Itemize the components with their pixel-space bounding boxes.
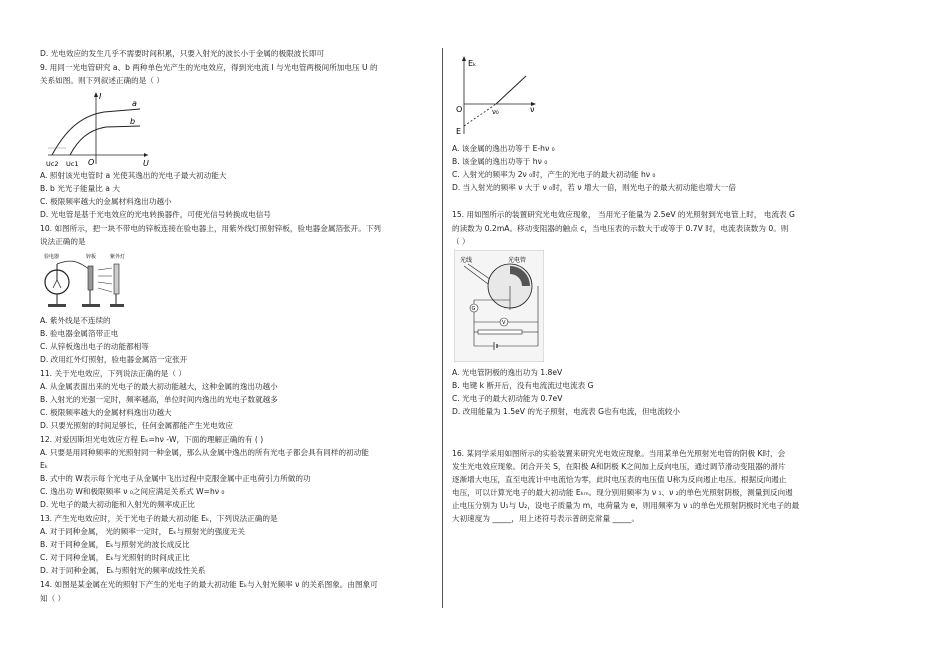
q14-stem-1: 14. 如图是某金属在光的照射下产生的光电子的最大初动能 Eₖ与入射光频率 ν 的关系图象。由图象可 bbox=[40, 580, 378, 589]
q12-stem: 12. 对爱因斯坦光电效应方程 Eₖ=hν -W，下面的理解正确的有 ( ) bbox=[40, 435, 264, 444]
q8-option-d: D. 光电效应的发生几乎不需要时间积累，只要入射光的波长小于金属的极限波长即可 bbox=[40, 49, 325, 58]
axis-u-label: U bbox=[143, 159, 149, 168]
q16-stem-1: 16. 某同学采用如图所示的实验装置来研究光电效应现象。当用某单色光照射光电管的阴极 K时，会 bbox=[452, 449, 786, 458]
q12-option-d: D. 光电子的最大初动能和入射光的频率成正比 bbox=[40, 500, 195, 509]
q13-option-d: D. 对于同种金属， Eₖ与照射光的频率成线性关系 bbox=[40, 566, 206, 575]
curve-b-label: b bbox=[130, 117, 136, 126]
electroscope-label: 验电器 bbox=[44, 254, 60, 260]
q14-option-a: A. 该金属的逸出功等于 E-hν ₀ bbox=[452, 144, 555, 153]
q9-stem-1: 9. 用同一光电管研究 a、b 两种单色光产生的光电效应，得到光电流 I 与光电管两极间所加电压 U 的 bbox=[40, 63, 378, 72]
q16-stem-2: 发生光电效应现象。闭合开关 S，在阳极 A和阴极 K之间加上反向电压，通过调节滑动变阻器的滑片 bbox=[452, 462, 786, 471]
q9-option-c: C. 极限频率越大的金属材料逸出功越小 bbox=[40, 197, 172, 206]
uc2-label: Uc2 bbox=[46, 160, 59, 168]
q15-option-b: B. 电键 k 断开后，没有电流流过电流表 G bbox=[452, 381, 594, 390]
tube-label: 光电管 bbox=[508, 257, 527, 264]
q13-stem: 13. 产生光电效应时，关于光电子的最大初动能 Eₖ，下列说法正确的是 bbox=[40, 514, 278, 523]
ek-axis-label: Eₖ bbox=[468, 59, 477, 68]
q12-option-a-cont: Eₖ bbox=[40, 461, 49, 470]
q14-stem-2: 知（ ） bbox=[40, 594, 66, 603]
q10-stem-1: 10. 如图所示，把一块不带电的锌板连接在验电器上，用紫外线灯照射锌板，验电器金属箔张开。下列 bbox=[40, 224, 382, 233]
q12-option-a: A. 只要是用同种频率的光照射同一种金属，那么从金属中逸出的所有光电子都会具有同样的初动能 bbox=[40, 448, 369, 457]
q9-option-d: D. 光电管是基于光电效应的光电转换器件，可使光信号转换成电信号 bbox=[40, 210, 271, 219]
q9-option-a: A. 照射该光电管时 a 光使其逸出的光电子最大初动能大 bbox=[40, 171, 227, 180]
q13-option-b: B. 对于同种金属， Eₖ与照射光的波长成反比 bbox=[40, 540, 190, 549]
q15-option-c: C. 光电子的最大初动能为 0.7eV bbox=[452, 394, 563, 403]
q15-circuit-figure bbox=[454, 250, 544, 362]
q16-stem-5: 止电压分别为 U₁与 U₂，设电子质量为 m，电荷量为 e，则用频率为 ν ₁的单色光照射阴极时光电子的最 bbox=[452, 501, 800, 510]
q11-option-c: C. 极限频率越大的金属材料逸出功越大 bbox=[40, 408, 172, 417]
q14-option-c: C. 入射光的频率为 2ν ₀时，产生的光电子的最大初动能 hν ₀ bbox=[452, 170, 656, 179]
q15-stem-3: （ ） bbox=[452, 237, 470, 246]
q9-option-b: B. b 光光子能量比 a 大 bbox=[40, 184, 120, 193]
svg-text:V: V bbox=[502, 320, 506, 326]
q12-option-c: C. 逸出功 W和极限频率 ν ₀之间应满足关系式 W=hν ₀ bbox=[40, 487, 225, 496]
q16-stem-3: 逐渐增大电压，直至电流计中电流恰为零，此时电压表的电压值 U称为反向遏止电压。根据反向遏止 bbox=[452, 475, 787, 484]
origin-label: O bbox=[88, 158, 95, 167]
e-intercept-label: E bbox=[456, 127, 462, 136]
q10-option-d: D. 改用红外灯照射，验电器金属箔一定张开 bbox=[40, 355, 188, 364]
origin-label: O bbox=[456, 105, 463, 114]
uc1-label: Uc1 bbox=[66, 160, 79, 168]
q11-option-a: A. 从金属表面出来的光电子的最大初动能越大，这种金属的逸出功越小 bbox=[40, 382, 278, 391]
column-divider bbox=[442, 48, 443, 608]
q10-stem-2: 说法正确的是 bbox=[40, 237, 86, 246]
zinc-plate-label: 锌板 bbox=[86, 254, 97, 260]
q11-stem: 11. 关于光电效应，下列说法正确的是（ ） bbox=[40, 369, 186, 378]
q15-stem-2: 的读数为 0.2mA。移动变阻器的触点 c，当电压表的示数大于或等于 0.7V 时，电流表读数为 0。则 bbox=[452, 224, 789, 233]
uv-lamp-label: 紫外灯 bbox=[110, 254, 126, 260]
nu0-label: ν₀ bbox=[492, 108, 499, 116]
q15-option-a: A. 光电管阴极的逸出功为 1.8eV bbox=[452, 368, 563, 377]
q15-option-d: D. 改用能量为 1.5eV 的光子照射，电流表 G也有电流，但电流较小 bbox=[452, 407, 680, 416]
q10-electroscope-figure bbox=[42, 250, 138, 312]
q10-option-a: A. 紫外线是不连续的 bbox=[40, 316, 111, 325]
q15-stem-1: 15. 用如图所示的装置研究光电效应现象， 当用光子能量为 2.5eV 的光照射到光电管上时， 电流表 G bbox=[452, 210, 795, 219]
q11-option-b: B. 入射光的光强一定时，频率越高，单位时间内逸出的光电子数就越多 bbox=[40, 395, 278, 404]
q14-option-b: B. 该金属的逸出功等于 hν ₀ bbox=[452, 157, 548, 166]
q10-option-b: B. 验电器金属箔带正电 bbox=[40, 329, 119, 338]
q13-option-a: A. 对于同种金属， 光的频率一定时， Eₖ与照射光的强度无关 bbox=[40, 527, 245, 536]
axis-i-label: I bbox=[99, 92, 102, 101]
q16-stem-6: 大初速度为 _____，用上述符号表示普朗克常量 _____。 bbox=[452, 514, 640, 523]
q16-stem-4: 电压，可以计算光电子的最大初动能 Eₖₘ。现分别用频率为 ν ₁、ν ₂的单色光照射阴极，测量到反向遏 bbox=[452, 488, 793, 497]
q12-option-b: B. 式中的 W表示每个光电子从金属中飞出过程中克服金属中正电荷引力所做的功 bbox=[40, 474, 311, 483]
light-label: 光线 bbox=[460, 257, 473, 264]
q11-option-d: D. 只要光照射的时间足够长，任何金属都能产生光电效应 bbox=[40, 421, 233, 430]
q9-stem-2: 关系如图。则下列叙述正确的是（ ） bbox=[40, 76, 164, 85]
curve-a-label: a bbox=[132, 99, 137, 108]
q10-option-c: C. 从锌板逸出电子的动能都相等 bbox=[40, 342, 149, 351]
q14-option-d: D. 当入射光的频率 ν 大于 ν ₀时，若 ν 增大一倍，则光电子的最大初动能也增大一倍 bbox=[452, 183, 736, 192]
svg-text:G: G bbox=[471, 306, 476, 312]
q14-ek-nu-graph bbox=[454, 54, 544, 136]
nu-axis-label: ν bbox=[530, 105, 535, 114]
q9-iu-graph bbox=[44, 88, 154, 168]
q13-option-c: C. 对于同种金属， Eₖ与光照射的时间成正比 bbox=[40, 553, 190, 562]
